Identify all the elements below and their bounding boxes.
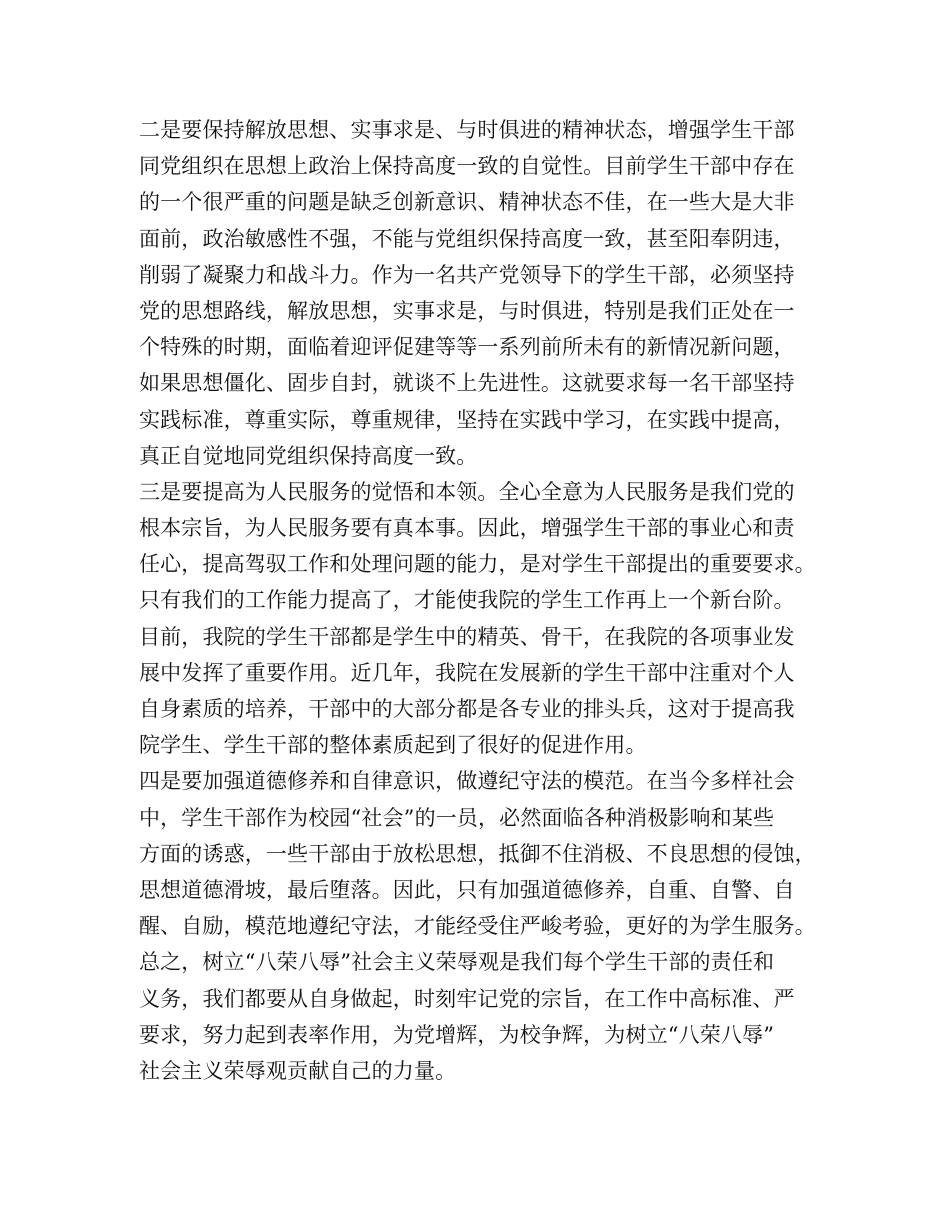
text-line: 二是要保持解放思想、实事求是、与时俱进的精神状态，增强学生干部 [139,118,795,142]
text-line: 真正自觉地同党组织保持高度一致。 [139,443,478,468]
text-line: 展中发挥了重要作用。近几年，我院在发展新的学生干部中注重对个人 [139,660,795,685]
text-line: 院学生、学生干部的整体素质起到了很好的促进作用。 [139,733,647,758]
text-line: 实践标准，尊重实际，尊重规律，坚持在实践中学习，在实践中提高， [139,407,795,432]
text-line: 总之，树立“八荣八辱”社会主义荣辱观是我们每个学生干部的责任和 [139,950,775,975]
text-line: 削弱了凝聚力和战斗力。作为一名共产党领导下的学生干部，必须坚持 [139,262,795,287]
text-line: 面前，政治敏感性不强，不能与党组织保持高度一致，甚至阳奉阴违， [139,226,795,251]
text-line: 任心，提高驾驭工作和处理问题的能力，是对学生干部提出的重要要求。 [139,552,816,577]
text-line: 方面的诱惑，一些干部由于放松思想，抵御不住消极、不良思想的侵蚀， [139,841,816,866]
text-line: 醒、自励，模范地遵纪守法，才能经受住严峻考验，更好的为学生服务。 [139,914,816,939]
text-line: 同党组织在思想上政治上保持高度一致的自觉性。目前学生干部中存在 [139,154,795,179]
text-line: 目前，我院的学生干部都是学生中的精英、骨干，在我院的各项事业发 [139,624,795,649]
text-line: 自身素质的培养，干部中的大部分都是各专业的排头兵，这对于提高我 [139,697,795,721]
text-line: 义务，我们都要从自身做起，时刻牢记党的宗旨，在工作中高标准、严 [139,986,795,1011]
text-line: 社会主义荣辱观贡献自己的力量。 [139,1058,457,1083]
body-text [139,112,839,1089]
text-line: 只有我们的工作能力提高了，才能使我院的学生工作再上一个新台阶。 [139,588,795,613]
text-line: 思想道德滑坡，最后堕落。因此，只有加强道德修养，自重、自警、自 [139,877,795,902]
text-line: 党的思想路线，解放思想，实事求是，与时俱进，特别是我们正处在一 [139,298,795,323]
text-line: 个特殊的时期，面临着迎评促建等等一系列前所未有的新情况新问题， [139,335,795,360]
text-line: 要求，努力起到表率作用，为党增辉，为校争辉，为树立“八荣八辱” [139,1022,775,1047]
text-line: 中，学生干部作为校园“社会”的一员，必然面临各种消极影响和某些 [139,805,775,830]
text-line: 如果思想僵化、固步自封，就谈不上先进性。这就要求每一名干部坚持 [139,371,795,396]
text-line: 的一个很严重的问题是缺乏创新意识、精神状态不佳，在一些大是大非 [139,190,795,215]
text-line: 根本宗旨，为人民服务要有真本事。因此，增强学生干部的事业心和责 [139,516,795,541]
text-line: 四是要加强道德修养和自律意识，做遵纪守法的模范。在当今多样社会 [139,769,795,794]
text-line: 三是要提高为人民服务的觉悟和本领。全心全意为人民服务是我们党的 [139,479,795,504]
